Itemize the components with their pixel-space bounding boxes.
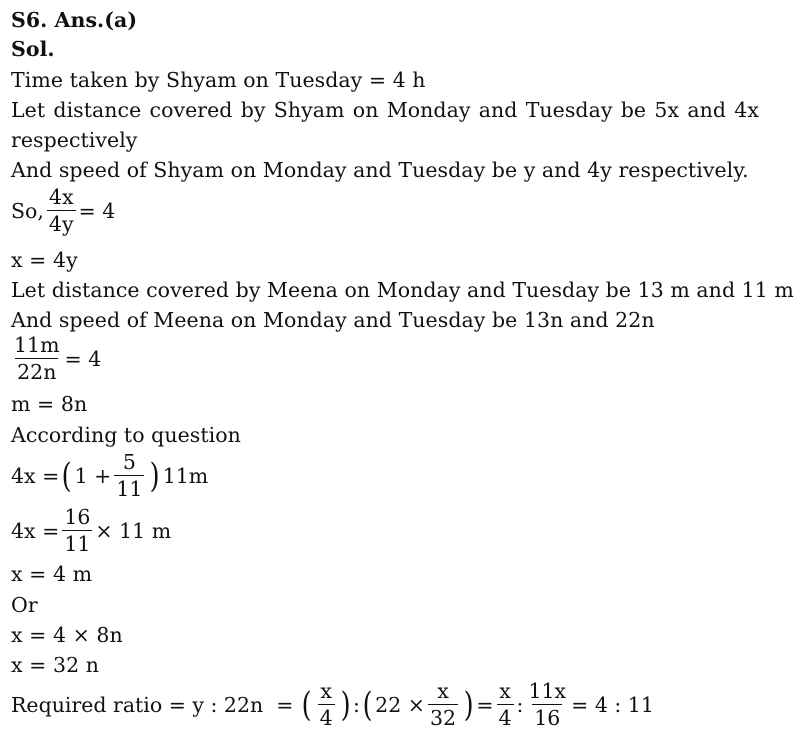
numerator: 16 <box>64 505 91 529</box>
left-paren: ( <box>61 455 72 496</box>
denominator: 11 <box>64 532 91 556</box>
numerator: 5 <box>122 450 136 474</box>
numerator: 4x <box>48 185 74 209</box>
equation-fraction-meena <box>9 334 101 383</box>
text-line: Let distance covered by Meena on Monday and Tuesday be 13 m and 11 m <box>11 278 794 302</box>
text-line: x = 4y <box>11 248 78 272</box>
fraction <box>526 680 568 729</box>
text-line: According to question <box>11 423 241 447</box>
equation-rhs: = 4 <box>64 346 102 371</box>
numerator: 11m <box>14 333 60 357</box>
fraction <box>12 334 62 383</box>
text-line: x = 4 m <box>11 562 93 586</box>
fraction <box>114 451 144 500</box>
denominator: 22n <box>17 360 57 384</box>
denominator: 4 <box>498 706 512 730</box>
paren-inner: 22 × <box>375 692 425 717</box>
equation-rhs: = 4 <box>78 198 116 223</box>
denominator: 32 <box>429 706 457 730</box>
fraction <box>428 680 458 729</box>
text-line: And speed of Meena on Monday and Tuesday be 13n and 22n <box>11 308 655 332</box>
answer-heading: S6. Ans.(a) <box>11 8 138 32</box>
fraction <box>47 186 76 235</box>
equals-sign: = <box>476 692 494 717</box>
equation-fraction-shyam <box>11 186 115 235</box>
equation-rhs: 11m <box>162 463 209 488</box>
right-paren: ) <box>150 455 161 496</box>
denominator: 4 <box>319 706 333 730</box>
numerator: x <box>320 679 332 703</box>
left-paren: ( <box>362 684 373 725</box>
equation-rhs: × 11 m <box>95 518 172 543</box>
final-ratio: = 4 : 11 <box>571 692 654 717</box>
denominator: 16 <box>534 706 561 730</box>
text-line: And speed of Shyam on Monday and Tuesday be y and 4y respectively. <box>11 158 749 182</box>
denominator: 4y <box>48 212 74 236</box>
text-so: So, <box>11 198 44 223</box>
fraction <box>318 680 335 729</box>
equation-4x-parenthesized <box>11 451 208 500</box>
right-paren: ) <box>463 684 474 725</box>
text-line: respectively <box>11 128 138 152</box>
fraction <box>497 680 514 729</box>
text-line: Let distance covered by Shyam on Monday and Tuesday be 5x and 4x <box>11 98 759 122</box>
equation-lhs: 4x = <box>11 518 60 543</box>
fraction <box>62 506 92 555</box>
numerator: x <box>499 679 511 703</box>
ratio-colon: : <box>352 692 360 717</box>
text-line: m = 8n <box>11 392 88 416</box>
text-line: Or <box>11 593 38 617</box>
right-paren: ) <box>340 684 351 725</box>
solution-heading: Sol. <box>11 37 55 61</box>
equation-lhs: Required ratio = y : 22n = <box>11 692 294 717</box>
text-line: Time taken by Shyam on Tuesday = 4 h <box>11 68 426 92</box>
equation-lhs: 4x = <box>11 463 60 488</box>
equation-4x-fraction <box>11 506 171 555</box>
left-paren: ( <box>302 684 313 725</box>
equation-required-ratio <box>11 680 654 729</box>
denominator: 11 <box>116 477 143 501</box>
paren-inner: 1 + <box>74 463 112 488</box>
ratio-colon: : <box>516 692 524 717</box>
text-line: x = 32 n <box>11 653 99 677</box>
numerator: 11x <box>528 679 567 703</box>
numerator: x <box>437 679 449 703</box>
text-line: x = 4 × 8n <box>11 623 123 647</box>
